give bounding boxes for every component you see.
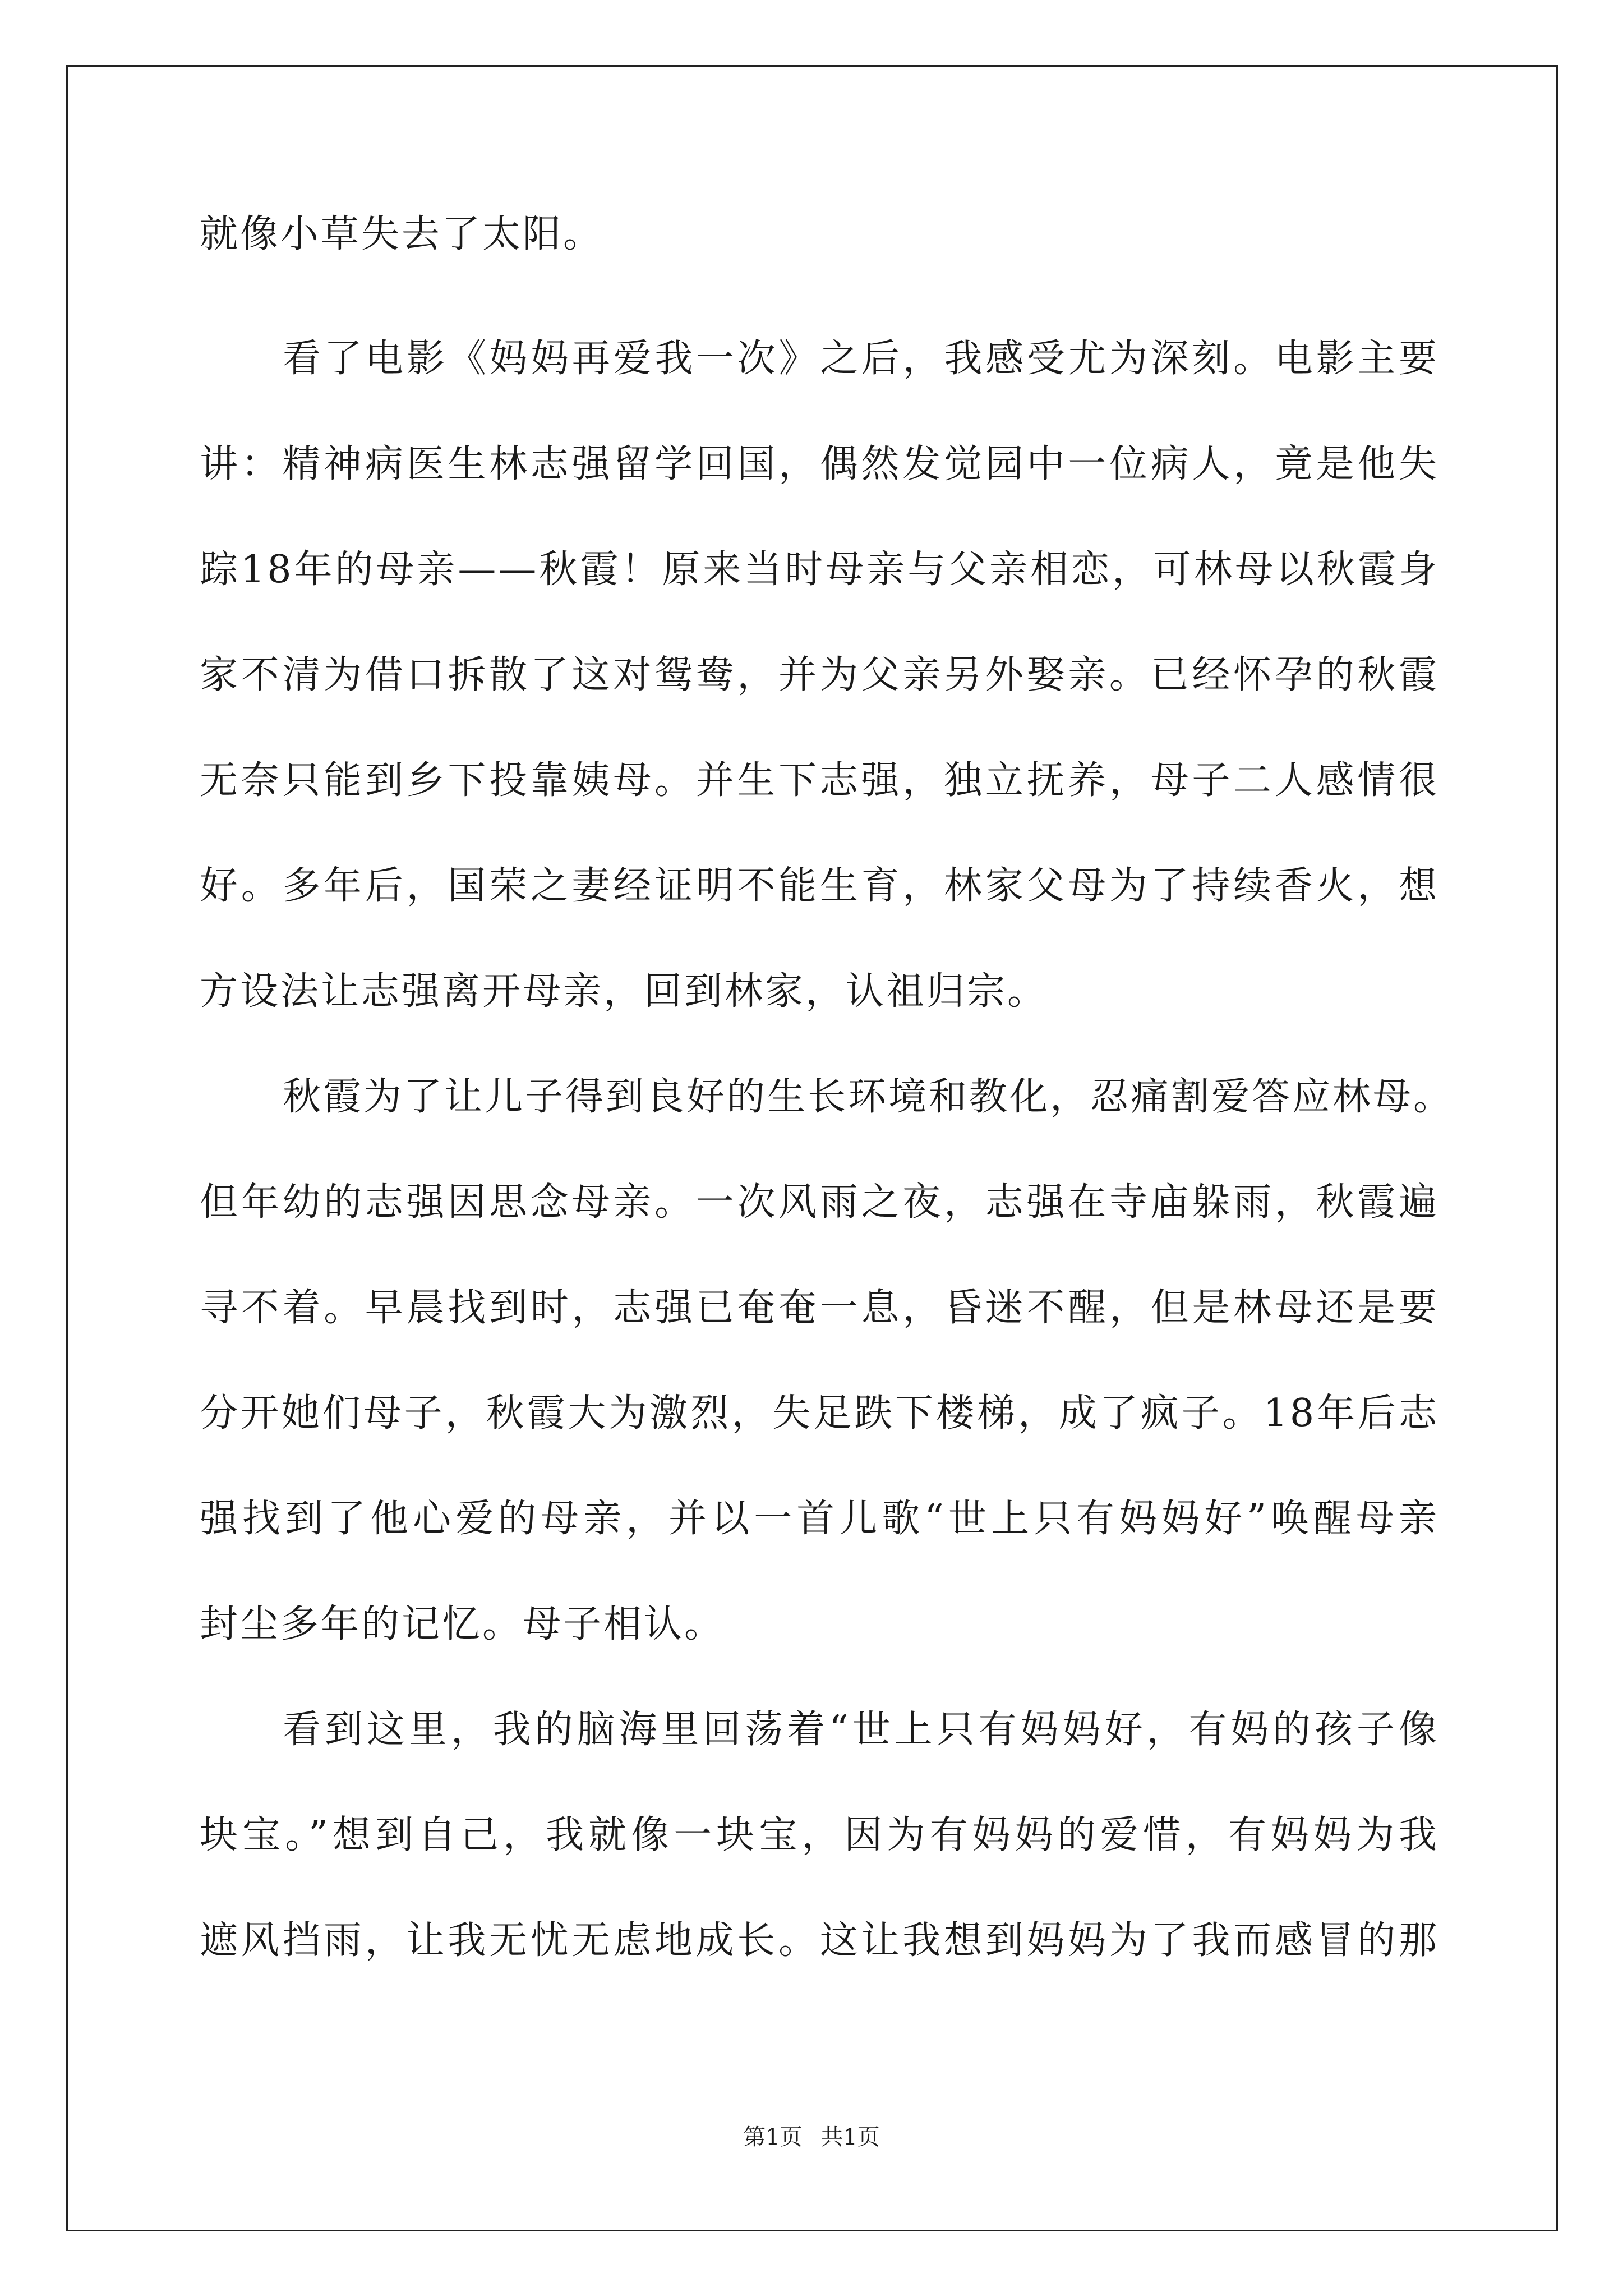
text-line: 好。多年后，国荣之妻经证明不能生育，林家父母为了持续香火，想	[200, 864, 1439, 908]
page-total: 共1页	[820, 2124, 880, 2150]
text-line: 方设法让志强离开母亲，回到林家，认祖归宗。	[200, 969, 1048, 1014]
text-line: 踪18年的母亲——秋霞！原来当时母亲与父亲相恋，可林母以秋霞身	[200, 547, 1439, 592]
text-line: 封尘多年的记忆。母子相认。	[200, 1602, 725, 1646]
page-footer	[0, 2120, 1623, 2154]
paragraph-first-line: 看到这里，我的脑海里回荡着“世上只有妈妈好，有妈的孩子像	[283, 1708, 1439, 1752]
page-number: 第1页	[743, 2124, 803, 2150]
text-line: 分开她们母子，秋霞大为激烈，失足跌下楼梯，成了疯子。18年后志	[200, 1391, 1439, 1435]
text-line: 讲：精神病医生林志强留学回国，偶然发觉园中一位病人，竟是他失	[200, 442, 1439, 486]
text-line: 寻不着。早晨找到时，志强已奄奄一息，昏迷不醒，但是林母还是要	[200, 1286, 1439, 1330]
text-line: 就像小草失去了太阳。	[200, 212, 604, 256]
text-line: 强找到了他心爱的母亲，并以一首儿歌“世上只有妈妈好”唤醒母亲	[200, 1497, 1439, 1541]
text-line: 家不清为借口拆散了这对鸳鸯，并为父亲另外娶亲。已经怀孕的秋霞	[200, 653, 1439, 697]
page-border	[66, 65, 1558, 2231]
text-line: 无奈只能到乡下投靠姨母。并生下志强，独立抚养，母子二人感情很	[200, 758, 1439, 803]
text-line: 遮风挡雨，让我无忧无虑地成长。这让我想到妈妈为了我而感冒的那	[200, 1918, 1439, 1963]
text-line: 块宝。”想到自己，我就像一块宝，因为有妈妈的爱惜，有妈妈为我	[200, 1813, 1439, 1857]
paragraph-first-line: 看了电影《妈妈再爱我一次》之后，我感受尤为深刻。电影主要	[283, 337, 1439, 381]
paragraph-first-line: 秋霞为了让儿子得到良好的生长环境和教化，忍痛割爱答应林母。	[283, 1075, 1454, 1119]
text-line: 但年幼的志强因思念母亲。一次风雨之夜，志强在寺庙躲雨，秋霞遍	[200, 1180, 1439, 1225]
